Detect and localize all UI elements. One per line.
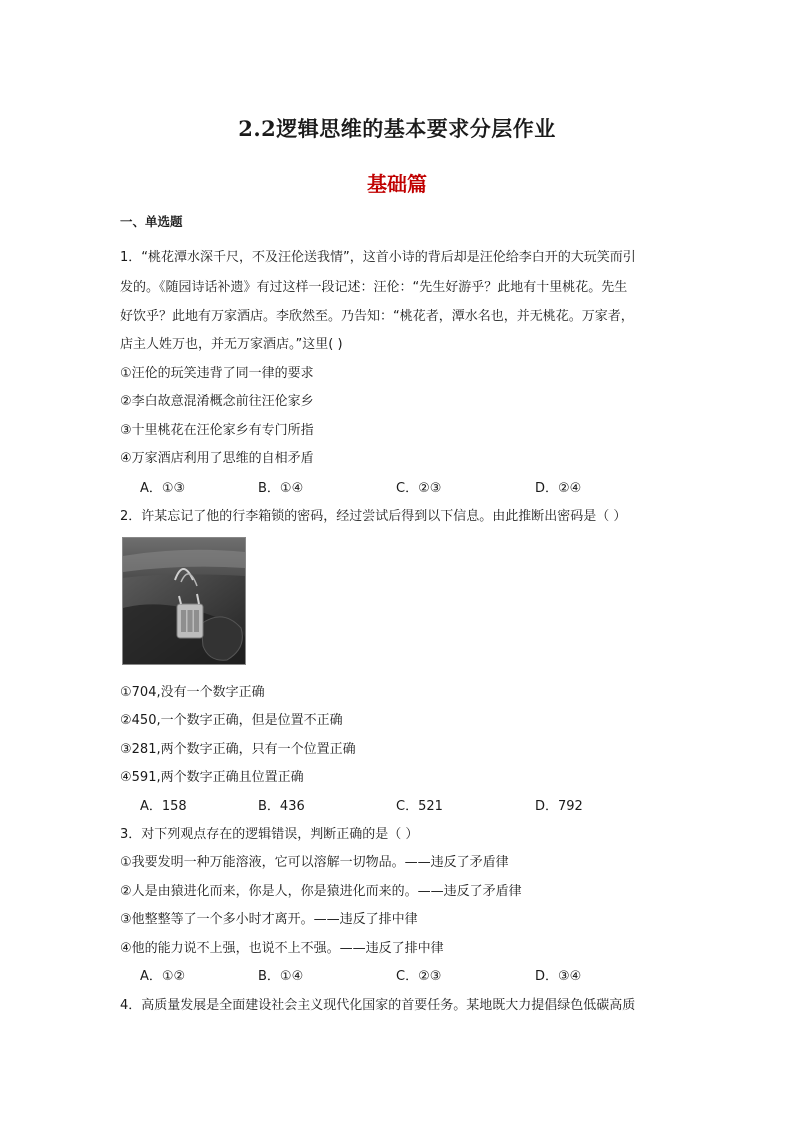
q2-option-b[interactable]: B．436 xyxy=(258,799,305,814)
document-title: 2.2逻辑思维的基本要求分层作业 xyxy=(238,116,556,141)
q1-statement: ①汪伦的玩笑违背了同一律的要求 xyxy=(120,366,314,381)
q3-stem: 3．对下列观点存在的逻辑错误，判断正确的是（ ） xyxy=(120,827,419,842)
q3-statement: ②人是由猿进化而来，你是人，你是猿进化而来的。——违反了矛盾律 xyxy=(120,884,522,899)
q1-statement: ②李白故意混淆概念前往汪伦家乡 xyxy=(120,394,314,409)
q2-option-a[interactable]: A．158 xyxy=(140,799,187,814)
q1-option-a[interactable]: A．①③ xyxy=(140,481,186,496)
q1-stem-line: 发的。《随园诗话补遗》有过这样一段记述：汪伦：“先生好游乎？此地有十里桃花。先生 xyxy=(120,280,628,295)
luggage-lock-photo xyxy=(122,537,246,665)
q3-option-d[interactable]: D．③④ xyxy=(535,969,582,984)
q2-statement: ④591,两个数字正确且位置正确 xyxy=(120,770,304,785)
document-subtitle: 基础篇 xyxy=(367,172,427,196)
q2-statement: ②450,一个数字正确，但是位置不正确 xyxy=(120,713,343,728)
q3-statement: ④他的能力说不上强，也说不上不强。——违反了排中律 xyxy=(120,941,444,956)
q1-statement: ④万家酒店利用了思维的自相矛盾 xyxy=(120,451,314,466)
q3-option-b[interactable]: B．①④ xyxy=(258,969,304,984)
q1-option-b[interactable]: B．①④ xyxy=(258,481,304,496)
q1-stem-line: 好饮乎？此地有万家酒店。李欣然至。乃告知：“桃花者，潭水名也，并无桃花。万家者， xyxy=(120,309,634,324)
q1-stem-line: 店主人姓万也，并无万家酒店。”这里( ) xyxy=(120,337,343,352)
section-heading: 一、单选题 xyxy=(120,214,183,229)
luggage-lock-illustration xyxy=(123,538,245,664)
q2-stem: 2．许某忘记了他的行李箱锁的密码，经过尝试后得到以下信息。由此推断出密码是（ ） xyxy=(120,509,627,524)
q3-statement: ③他整整等了一个多小时才离开。——违反了排中律 xyxy=(120,912,418,927)
q2-option-d[interactable]: D．792 xyxy=(535,799,583,814)
q1-stem-line: 1．“桃花潭水深千尺，不及汪伦送我情”，这首小诗的背后却是汪伦给李白开的大玩笑而引 xyxy=(120,250,636,265)
q1-statement: ③十里桃花在汪伦家乡有专门所指 xyxy=(120,423,314,438)
q2-statement: ①704,没有一个数字正确 xyxy=(120,685,265,700)
q2-statement: ③281,两个数字正确，只有一个位置正确 xyxy=(120,742,356,757)
q3-option-c[interactable]: C．②③ xyxy=(396,969,442,984)
q1-option-c[interactable]: C．②③ xyxy=(396,481,442,496)
q4-stem: 4．高质量发展是全面建设社会主义现代化国家的首要任务。某地既大力提倡绿色低碳高质 xyxy=(120,998,636,1013)
q3-statement: ①我要发明一种万能溶液，它可以溶解一切物品。——违反了矛盾律 xyxy=(120,855,509,870)
q1-option-d[interactable]: D．②④ xyxy=(535,481,582,496)
q2-option-c[interactable]: C．521 xyxy=(396,799,443,814)
q3-option-a[interactable]: A．①② xyxy=(140,969,186,984)
